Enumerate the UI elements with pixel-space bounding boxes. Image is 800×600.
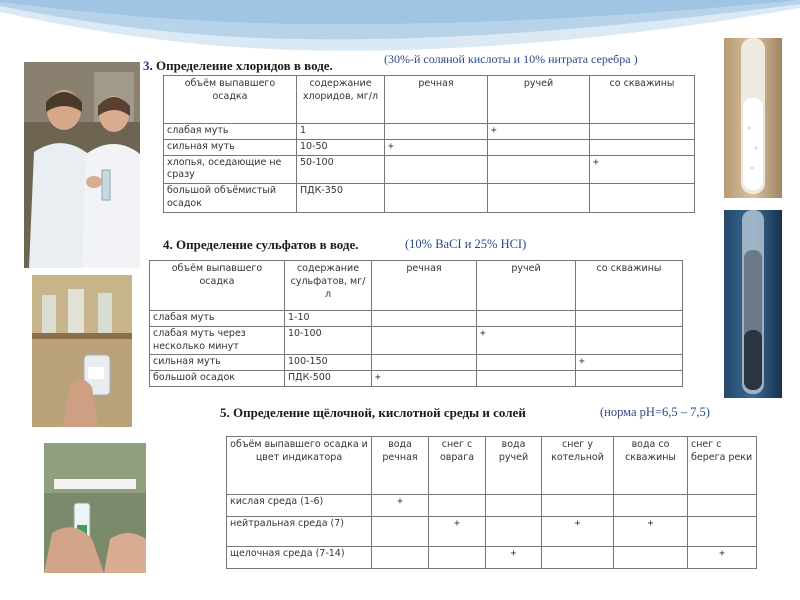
section-5-norm-note: (норма рН=6,5 – 7,5) bbox=[600, 405, 710, 419]
table-cell bbox=[385, 184, 488, 213]
table-cell: + bbox=[372, 495, 429, 517]
chlorides-table bbox=[163, 75, 695, 213]
table-cell bbox=[372, 517, 429, 547]
table-row bbox=[150, 371, 683, 387]
header-cell: вода речная bbox=[372, 437, 429, 495]
header-cell: вода ручей bbox=[486, 437, 542, 495]
header-cell: содержание хлоридов, мг/л bbox=[297, 76, 385, 124]
bottles-shelf-photo bbox=[32, 275, 132, 427]
table-cell bbox=[486, 517, 542, 547]
table-cell bbox=[385, 155, 488, 184]
table-cell: 1-10 bbox=[285, 311, 372, 327]
table-cell bbox=[488, 155, 590, 184]
table-cell: сильная муть bbox=[164, 139, 297, 155]
table-cell bbox=[688, 495, 757, 517]
header-cell: со скважины bbox=[590, 76, 695, 124]
table-cell: + bbox=[688, 547, 757, 569]
header-cell: ручей bbox=[477, 261, 576, 311]
table-row bbox=[150, 311, 683, 327]
table-cell bbox=[372, 326, 477, 355]
table-cell bbox=[590, 124, 695, 140]
table-row bbox=[150, 355, 683, 371]
table-cell bbox=[576, 371, 683, 387]
table-cell: большой осадок bbox=[150, 371, 285, 387]
table-row bbox=[164, 139, 695, 155]
table-cell bbox=[590, 184, 695, 213]
header-cell: снег у котельной bbox=[542, 437, 614, 495]
header-cell: снег с берега реки bbox=[688, 437, 757, 495]
table-cell bbox=[614, 495, 688, 517]
table-cell: + bbox=[614, 517, 688, 547]
table-header-row bbox=[164, 76, 695, 124]
header-cell: объём выпавшего осадка и цвет индикатора bbox=[227, 437, 372, 495]
table-cell: 10-50 bbox=[297, 139, 385, 155]
section-3-title bbox=[143, 58, 333, 74]
table-cell bbox=[385, 124, 488, 140]
table-cell bbox=[542, 547, 614, 569]
table-cell bbox=[576, 326, 683, 355]
table-cell bbox=[372, 355, 477, 371]
table-cell: + bbox=[576, 355, 683, 371]
table-cell: 50-100 bbox=[297, 155, 385, 184]
table-cell bbox=[372, 311, 477, 327]
table-cell: ПДК-350 bbox=[297, 184, 385, 213]
table-row bbox=[150, 326, 683, 355]
table-row bbox=[227, 547, 757, 569]
table-cell: ПДК-500 bbox=[285, 371, 372, 387]
ph-salts-table bbox=[226, 436, 757, 569]
table-cell: слабая муть bbox=[164, 124, 297, 140]
table-cell bbox=[614, 547, 688, 569]
table-row bbox=[164, 124, 695, 140]
table-cell bbox=[477, 311, 576, 327]
table-cell bbox=[542, 495, 614, 517]
table-cell: хлопья, оседающие не сразу bbox=[164, 155, 297, 184]
table-cell: + bbox=[542, 517, 614, 547]
table-header-row bbox=[227, 437, 757, 495]
table-cell bbox=[486, 495, 542, 517]
table-cell bbox=[477, 371, 576, 387]
table-row bbox=[227, 517, 757, 547]
header-cell: вода со скважины bbox=[614, 437, 688, 495]
section-5-title: 5. Определение щёлочной, кислотной среды и солей bbox=[220, 405, 526, 420]
table-cell bbox=[372, 547, 429, 569]
header-cell: речная bbox=[372, 261, 477, 311]
table-cell: 100-150 bbox=[285, 355, 372, 371]
table-cell: кислая среда (1-6) bbox=[227, 495, 372, 517]
table-cell: + bbox=[385, 139, 488, 155]
header-cell: со скважины bbox=[576, 261, 683, 311]
header-cell: ручей bbox=[488, 76, 590, 124]
header-cell: речная bbox=[385, 76, 488, 124]
header-cell: объём выпавшего осадка bbox=[150, 261, 285, 311]
table-cell: большой объёмистый осадок bbox=[164, 184, 297, 213]
sulfates-table bbox=[149, 260, 683, 387]
table-cell: щелочная среда (7-14) bbox=[227, 547, 372, 569]
table-cell: + bbox=[477, 326, 576, 355]
students-lab-photo bbox=[24, 62, 140, 268]
table-cell bbox=[590, 139, 695, 155]
table-cell bbox=[488, 139, 590, 155]
table-cell bbox=[576, 311, 683, 327]
test-tube-white-precipitate-photo bbox=[724, 38, 782, 198]
section-3-title-text: . Определение хлоридов в воде. bbox=[149, 58, 333, 73]
table-row bbox=[164, 155, 695, 184]
table-cell: сильная муть bbox=[150, 355, 285, 371]
section-4-reagents-note: (10% BaCI и 25% HCI) bbox=[405, 237, 527, 251]
header-cell: снег с оврага bbox=[429, 437, 486, 495]
hands-test-tube-photo bbox=[44, 443, 146, 573]
table-cell: + bbox=[590, 155, 695, 184]
table-cell bbox=[488, 184, 590, 213]
test-tube-dark-precipitate-photo bbox=[724, 210, 782, 398]
table-cell: + bbox=[372, 371, 477, 387]
table-cell: 1 bbox=[297, 124, 385, 140]
table-cell bbox=[688, 517, 757, 547]
table-cell: слабая муть bbox=[150, 311, 285, 327]
table-header-row bbox=[150, 261, 683, 311]
table-cell bbox=[429, 495, 486, 517]
table-row bbox=[227, 495, 757, 517]
header-cell: содержание сульфатов, мг/л bbox=[285, 261, 372, 311]
header-cell: объём выпавшего осадка bbox=[164, 76, 297, 124]
section-4-title: 4. Определение сульфатов в воде. bbox=[163, 237, 359, 252]
table-cell bbox=[429, 547, 486, 569]
table-cell: слабая муть через несколько минут bbox=[150, 326, 285, 355]
table-cell: нейтральная среда (7) bbox=[227, 517, 372, 547]
table-cell: + bbox=[488, 124, 590, 140]
table-cell bbox=[477, 355, 576, 371]
section-3-reagents-note: (30%-й соляной кислоты и 10% нитрата серебра ) bbox=[384, 52, 638, 66]
section-3-number: 3 bbox=[143, 58, 150, 73]
table-cell: + bbox=[429, 517, 486, 547]
table-row bbox=[164, 184, 695, 213]
table-cell: 10-100 bbox=[285, 326, 372, 355]
table-cell: + bbox=[486, 547, 542, 569]
